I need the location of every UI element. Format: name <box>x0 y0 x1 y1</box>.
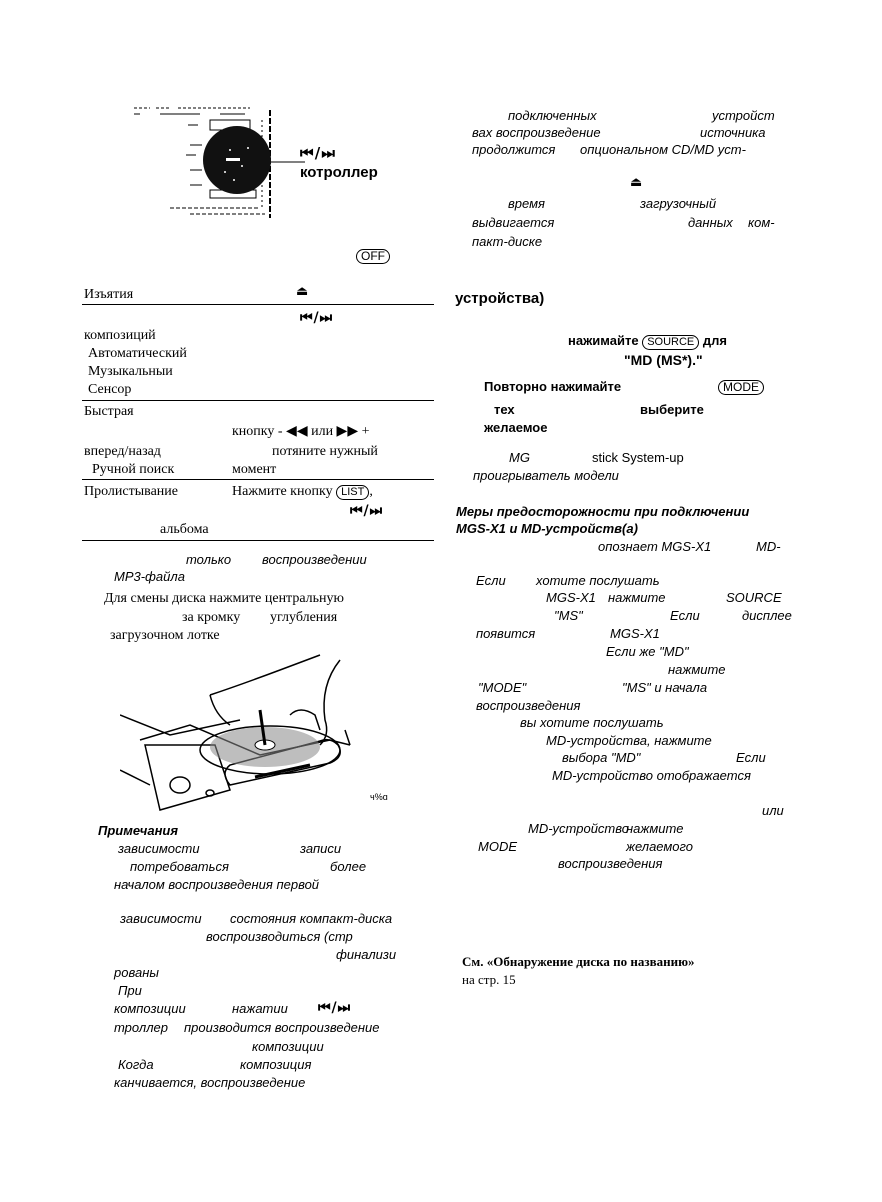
step-2-text: желаемое <box>484 420 548 435</box>
precaution-text: вы хотите послушать <box>520 715 664 730</box>
table-divider <box>82 540 434 541</box>
note-text: рованы <box>114 965 159 980</box>
controller-figure <box>130 100 305 220</box>
notes-title: Примечания <box>98 823 179 838</box>
skip-icon: ⏮ / ⏭ <box>300 310 331 326</box>
table-row-1-label: Изъятия <box>84 287 134 302</box>
note-text: только <box>186 552 232 567</box>
note-text: канчивается, воспроизведение <box>114 1075 306 1090</box>
note-text: Когда <box>118 1057 154 1072</box>
precaution-text: воспроизведения <box>558 856 663 871</box>
reference-link[interactable]: См. «Обнаружение диска по названию» <box>462 954 695 969</box>
precaution-text: "MS" <box>554 608 583 623</box>
table-row-3-forward: вперед/назад <box>84 444 161 459</box>
step-1-text: нажимайте SOURCE для <box>568 333 727 348</box>
table-row-2-auto: Автоматический <box>88 346 187 361</box>
note-text: началом воспроизведения первой <box>114 877 320 892</box>
precaution-text: MGS-X1 <box>610 626 660 641</box>
note-text: воспроизводиться (стр <box>206 929 353 944</box>
table-row-3-instr2: потяните нужный <box>272 444 378 459</box>
note-text: финализи <box>336 947 397 962</box>
intro-text: вах воспроизведение <box>472 125 601 140</box>
table-row-4-label: Пролистывание <box>84 484 178 499</box>
table-divider <box>82 400 434 401</box>
mg-note: stick System-up <box>592 450 684 465</box>
disc-change-text: углубления <box>270 610 338 625</box>
step-2-text: выберите <box>640 402 704 417</box>
precaution-text: MGS-X1 <box>546 590 596 605</box>
intro-text: подключенных <box>508 108 597 123</box>
note-text: композиции <box>252 1039 324 1054</box>
precaution-text: нажмите <box>626 821 684 836</box>
eject-icon: ⏏ <box>630 175 643 190</box>
reference-page: на стр. 15 <box>462 972 516 987</box>
disc-change-text: загрузочном лотке <box>110 628 220 643</box>
precaution-text: Если же "MD" <box>606 644 689 659</box>
disc-change-text: Для смены диска нажмите центральную <box>104 591 345 606</box>
precaution-text: Если <box>736 750 766 765</box>
table-row-3-moment: момент <box>232 462 277 477</box>
note-text: троллер <box>114 1020 168 1035</box>
precaution-text: Если <box>476 573 506 588</box>
precaution-text: "MS" и начала <box>622 680 708 695</box>
step-2-text: Повторно нажимайте <box>484 379 622 394</box>
precaution-text: или <box>762 803 784 818</box>
precaution-text: нажмите <box>668 662 726 677</box>
table-row-2-sensor: Сенсор <box>88 382 132 397</box>
table-row-4-instr: Нажмите кнопку LIST , <box>232 484 373 499</box>
intro-text: источника <box>700 125 766 140</box>
precaution-text: "MODE" <box>478 680 527 695</box>
precaution-text: выбора "MD" <box>562 750 641 765</box>
eject-text: данных <box>688 215 733 230</box>
table-row-2-label: композиций <box>84 328 156 343</box>
list-button[interactable]: LIST <box>336 485 369 500</box>
mode-button[interactable]: MODE <box>718 379 764 395</box>
eject-text: пакт-диске <box>472 234 543 249</box>
mg-note: MG <box>509 450 530 465</box>
precaution-text: MD- <box>756 539 781 554</box>
intro-text: продолжится <box>472 142 556 157</box>
note-text: При <box>118 983 142 998</box>
note-text: зависимости <box>118 841 200 856</box>
step-2-text: тех <box>494 402 515 417</box>
precautions-title: Меры предосторожности при подключении <box>456 504 750 519</box>
note-text: композиция <box>240 1057 312 1072</box>
eject-text: загрузочный <box>640 196 717 211</box>
eject-text: ком- <box>748 215 775 230</box>
table-divider <box>82 304 434 305</box>
precaution-text: опознает MGS-X1 <box>598 539 712 554</box>
note-text: нажатии <box>232 1001 288 1016</box>
disc-change-text: за кромку <box>182 610 241 625</box>
note-text: воспроизведении <box>262 552 367 567</box>
intro-text: устройст <box>712 108 775 123</box>
source-button[interactable]: SOURCE <box>642 335 699 350</box>
precaution-text: MD-устройство отображается <box>552 768 751 783</box>
precaution-text: Если <box>670 608 700 623</box>
note-text: композиции <box>114 1001 186 1016</box>
table-divider <box>82 479 434 480</box>
eject-text: время <box>508 196 545 211</box>
eject-icon: ⏏ <box>296 284 309 299</box>
mg-note: проигрыватель модели <box>473 468 619 483</box>
skip-icon: ⏮ / ⏭ <box>318 1000 349 1016</box>
precaution-text: воспроизведения <box>476 698 581 713</box>
table-row-4-album: альбома <box>160 522 209 537</box>
note-text: потребоваться <box>130 859 229 874</box>
precautions-title: MGS-X1 и MD-устройств(а) <box>456 521 638 536</box>
cd-loading-illustration <box>120 645 360 815</box>
precaution-text: MD-устройства, нажмите <box>546 733 712 748</box>
skip-icon: ⏮ / ⏭ <box>350 503 381 519</box>
note-text: производится воспроизведение <box>184 1020 380 1035</box>
controller-symbol: ⏮ / ⏭ <box>300 144 333 162</box>
table-row-2-music: Музыкальныи <box>88 364 173 379</box>
precaution-text: дисплее <box>742 608 792 623</box>
note-text: зависимости <box>120 911 202 926</box>
precaution-text: нажмите <box>608 590 666 605</box>
off-button[interactable]: OFF <box>356 248 390 264</box>
table-row-3-label: Быстрая <box>84 404 134 419</box>
precaution-text: появится <box>476 626 536 641</box>
note-text: MP3-файла <box>114 569 185 584</box>
precaution-text: SOURCE <box>726 590 782 605</box>
note-text: более <box>330 859 367 874</box>
precaution-text: MODE <box>478 839 517 854</box>
note-text: записи <box>300 841 342 856</box>
precaution-text: желаемого <box>626 839 694 854</box>
step-1-mode: "MD (MS*)." <box>624 352 703 368</box>
table-row-3-manual: Ручной поиск <box>92 462 175 477</box>
intro-text: опциональном CD/MD уст- <box>580 142 746 157</box>
eject-text: выдвигается <box>472 215 555 230</box>
table-row-3-instr: кнопку - ◀◀ или ▶▶ + <box>232 424 370 439</box>
controller-label: котроллер <box>300 164 378 181</box>
section-title: устройства) <box>455 290 545 307</box>
figure-mark: ч%ɑ <box>370 792 388 802</box>
precaution-text: хотите послушать <box>536 573 660 588</box>
precaution-text: MD-устройство <box>528 821 629 836</box>
note-text: состояния компакт-диска <box>230 911 393 926</box>
